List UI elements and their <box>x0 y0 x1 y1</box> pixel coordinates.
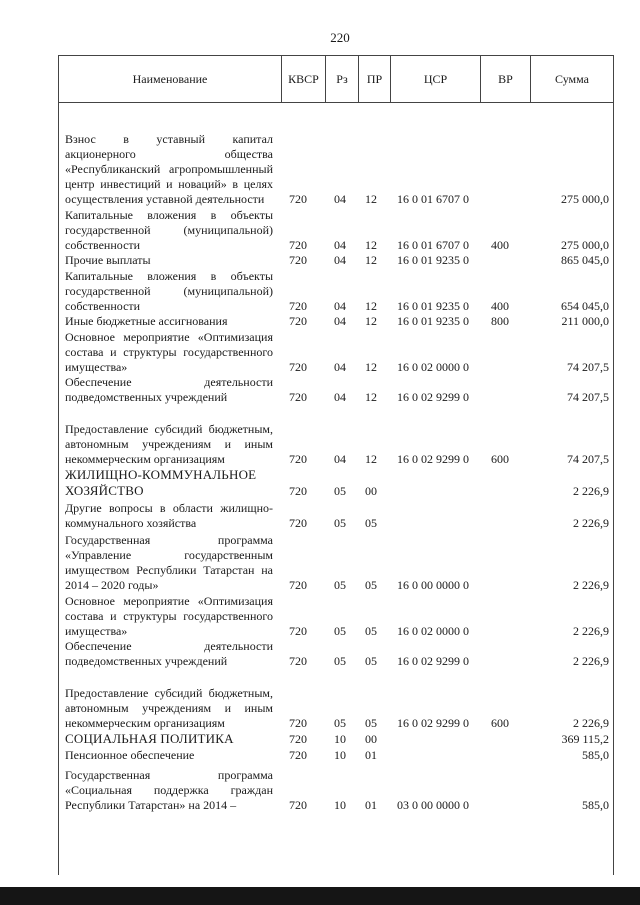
table-row <box>59 207 613 253</box>
row-pr: 12 <box>365 238 377 252</box>
row-csr: 16 0 01 6707 0 <box>397 238 469 252</box>
row-pr: 01 <box>365 748 377 762</box>
row-vr: 600 <box>491 452 509 466</box>
row-vr: 400 <box>491 238 509 252</box>
row-csr: 16 0 02 0000 0 <box>397 624 469 638</box>
row-sum: 74 207,5 <box>567 452 609 466</box>
row-sum: 865 045,0 <box>561 253 609 267</box>
row-csr: 16 0 02 9299 0 <box>397 390 469 404</box>
row-csr: 16 0 02 9299 0 <box>397 716 469 730</box>
row-kvsr: 720 <box>289 238 307 252</box>
row-rz: 04 <box>334 192 346 206</box>
row-pr: 05 <box>365 578 377 592</box>
row-csr: 16 0 00 0000 0 <box>397 578 469 592</box>
row-rz: 05 <box>334 624 346 638</box>
row-sum: 74 207,5 <box>567 360 609 374</box>
row-rz: 04 <box>334 314 346 328</box>
row-kvsr: 720 <box>289 253 307 267</box>
row-kvsr: 720 <box>289 314 307 328</box>
row-kvsr: 720 <box>289 390 307 404</box>
row-sum: 211 000,0 <box>561 314 609 328</box>
row-pr: 00 <box>365 732 377 746</box>
row-name: Основное мероприятие «Оптимизация состава и структуры государственного имущества» <box>65 330 273 374</box>
row-rz: 05 <box>334 716 346 730</box>
row-csr: 16 0 01 9235 0 <box>397 314 469 328</box>
row-kvsr: 720 <box>289 484 307 498</box>
row-kvsr: 720 <box>289 299 307 313</box>
row-kvsr: 720 <box>289 716 307 730</box>
header-csr: ЦСР <box>390 56 480 102</box>
header-pr: ПР <box>358 56 390 102</box>
row-kvsr: 720 <box>289 732 307 746</box>
row-name: Пенсионное обеспечение <box>65 748 195 762</box>
header-name: Наименование <box>132 71 208 86</box>
row-sum: 2 226,9 <box>573 578 609 592</box>
row-vr: 800 <box>491 314 509 328</box>
row-sum: 2 226,9 <box>573 716 609 730</box>
row-pr: 12 <box>365 299 377 313</box>
row-name: Капитальные вложения в объекты государственной (муниципальной) собственности <box>65 208 273 252</box>
header-sum: Сумма <box>530 56 613 102</box>
row-kvsr: 720 <box>289 452 307 466</box>
table-row <box>59 375 613 405</box>
row-name: ЖИЛИЩНО-КОММУНАЛЬНОЕ ХОЗЯЙСТВО <box>65 467 257 498</box>
table-row <box>59 731 613 747</box>
table-row <box>59 747 613 763</box>
row-pr: 00 <box>365 484 377 498</box>
row-sum: 585,0 <box>582 748 609 762</box>
table-row <box>59 639 613 669</box>
row-name: Другие вопросы в области жилищно-коммунального хозяйства <box>65 501 273 530</box>
table-row <box>59 763 613 813</box>
row-name: Прочие выплаты <box>65 253 151 267</box>
row-rz: 10 <box>334 798 346 812</box>
row-kvsr: 720 <box>289 192 307 206</box>
row-name: Взнос в уставный капитал акционерного общества «Республиканский агропромышленный центр инвестиций и новаций» в целях осуществления уставной деятельности <box>65 132 273 206</box>
header-kvsr: КВСР <box>281 56 325 102</box>
row-rz: 04 <box>334 390 346 404</box>
row-name: Основное мероприятие «Оптимизация состава и структуры государственного имущества» <box>65 594 273 638</box>
budget-table <box>58 55 614 875</box>
row-rz: 04 <box>334 253 346 267</box>
row-csr: 16 0 02 0000 0 <box>397 360 469 374</box>
row-sum: 369 115,2 <box>561 732 609 746</box>
scan-edge-bar <box>0 887 640 905</box>
table-header <box>59 55 613 103</box>
row-vr: 400 <box>491 299 509 313</box>
row-rz: 10 <box>334 748 346 762</box>
row-name: Государственная программа «Социальная поддержка граждан Республики Татарстан» на 2014 – <box>65 768 273 812</box>
row-csr: 16 0 02 9299 0 <box>397 654 469 668</box>
row-kvsr: 720 <box>289 578 307 592</box>
row-sum: 2 226,9 <box>573 624 609 638</box>
row-name: Государственная программа «Управление государственным имуществом Республики Татарстан на 2014 – 2020 годы» <box>65 533 273 592</box>
table-body <box>59 102 613 813</box>
table-row <box>59 669 613 731</box>
table-row <box>59 253 613 268</box>
table-row <box>59 499 613 531</box>
row-pr: 12 <box>365 253 377 267</box>
row-rz: 04 <box>334 360 346 374</box>
row-name: Капитальные вложения в объекты государственной (муниципальной) собственности <box>65 269 273 313</box>
table-row <box>59 329 613 375</box>
table-row <box>59 405 613 467</box>
row-rz: 04 <box>334 238 346 252</box>
row-sum: 74 207,5 <box>567 390 609 404</box>
row-name: Предоставление субсидий бюджетным, автономным учреждениям и иным некоммерческим организациям <box>65 422 273 466</box>
row-name: Обеспечение деятельности подведомственных учреждений <box>65 639 273 668</box>
row-csr: 16 0 01 9235 0 <box>397 253 469 267</box>
row-sum: 2 226,9 <box>573 484 609 498</box>
page-number: 220 <box>330 30 350 45</box>
row-kvsr: 720 <box>289 516 307 530</box>
header-rz: Рз <box>325 56 358 102</box>
row-kvsr: 720 <box>289 748 307 762</box>
table-row <box>59 593 613 639</box>
row-name: СОЦИАЛЬНАЯ ПОЛИТИКА <box>65 731 234 746</box>
row-pr: 05 <box>365 716 377 730</box>
row-pr: 05 <box>365 624 377 638</box>
row-rz: 04 <box>334 452 346 466</box>
row-rz: 05 <box>334 654 346 668</box>
row-pr: 12 <box>365 390 377 404</box>
table-row <box>59 467 613 499</box>
header-vr: ВР <box>480 56 530 102</box>
table-row <box>59 268 613 314</box>
row-csr: 16 0 02 9299 0 <box>397 452 469 466</box>
row-rz: 05 <box>334 578 346 592</box>
table-row <box>59 102 613 207</box>
row-vr: 600 <box>491 716 509 730</box>
row-name: Иные бюджетные ассигнования <box>65 314 228 328</box>
row-pr: 12 <box>365 452 377 466</box>
row-rz: 04 <box>334 299 346 313</box>
row-csr: 16 0 01 9235 0 <box>397 299 469 313</box>
row-sum: 654 045,0 <box>561 299 609 313</box>
table-row <box>59 531 613 593</box>
row-name: Предоставление субсидий бюджетным, автономным учреждениям и иным некоммерческим организациям <box>65 686 273 730</box>
row-kvsr: 720 <box>289 798 307 812</box>
row-pr: 12 <box>365 314 377 328</box>
table-row <box>59 314 613 329</box>
row-sum: 275 000,0 <box>561 192 609 206</box>
row-name: Обеспечение деятельности подведомственных учреждений <box>65 375 273 404</box>
row-pr: 12 <box>365 192 377 206</box>
row-pr: 01 <box>365 798 377 812</box>
row-kvsr: 720 <box>289 654 307 668</box>
row-rz: 05 <box>334 484 346 498</box>
row-kvsr: 720 <box>289 360 307 374</box>
row-sum: 2 226,9 <box>573 654 609 668</box>
row-sum: 585,0 <box>582 798 609 812</box>
row-kvsr: 720 <box>289 624 307 638</box>
row-rz: 10 <box>334 732 346 746</box>
row-csr: 03 0 00 0000 0 <box>397 798 469 812</box>
row-sum: 2 226,9 <box>573 516 609 530</box>
row-pr: 12 <box>365 360 377 374</box>
row-rz: 05 <box>334 516 346 530</box>
row-pr: 05 <box>365 516 377 530</box>
row-sum: 275 000,0 <box>561 238 609 252</box>
row-pr: 05 <box>365 654 377 668</box>
row-csr: 16 0 01 6707 0 <box>397 192 469 206</box>
